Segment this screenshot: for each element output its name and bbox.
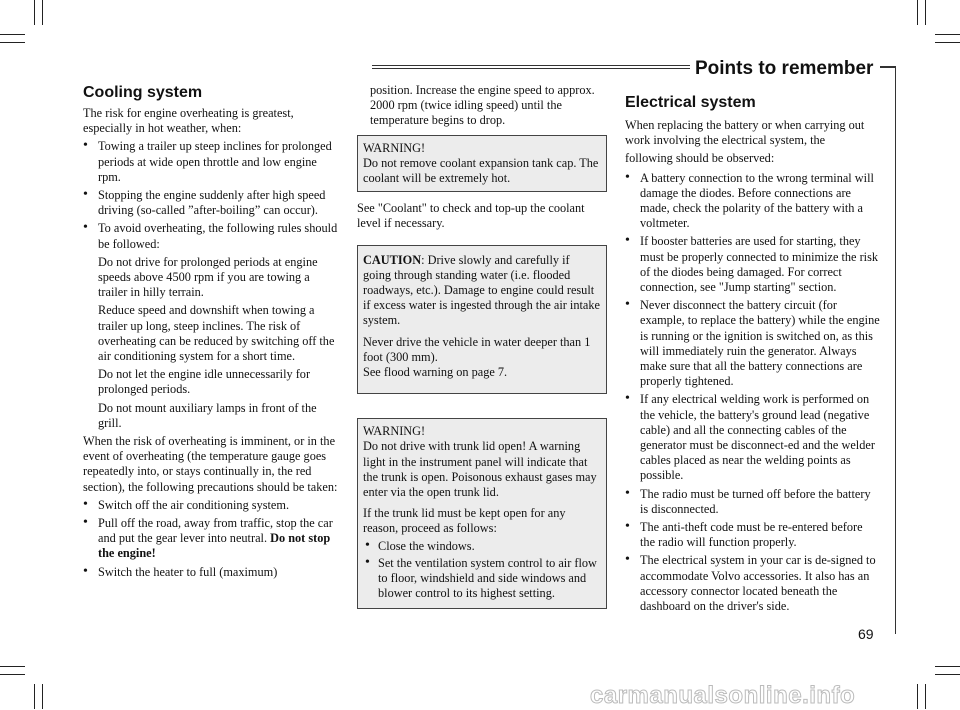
crop-mark (925, 0, 926, 25)
list-item: • To avoid overheating, the following rules should be followed: (83, 221, 338, 251)
electrical-intro-1: When replacing the battery or when carrying out work involving the electrical system, the (625, 118, 865, 148)
warning-text: Do not remove coolant expansion tank cap. The coolant will be extremely hot. (363, 155, 599, 186)
crop-mark (917, 0, 918, 25)
list-item: • If booster batteries are used for starting, they must be properly connected to minimize the risk of the diodes being damaged. For correct connection, see "Jump starting" section. (625, 234, 880, 295)
rule-item: Do not mount auxiliary lamps in front of the grill. (98, 400, 317, 430)
list-item: • The electrical system in your car is de-signed to accommodate Volvo accessories. It also has an accessory connector located beneath the dashboard on the driver's side. (625, 553, 880, 614)
crop-mark (935, 34, 960, 35)
header-rule (372, 65, 690, 69)
crop-mark (34, 684, 35, 709)
electrical-system-column (625, 93, 880, 616)
continuation-text: position. Increase the engine speed to approx. 2000 rpm (twice idling speed) until the temperature begins to drop. (370, 83, 595, 128)
crop-mark (0, 34, 25, 35)
crop-mark (42, 684, 43, 709)
trunk-steps-list (363, 539, 600, 602)
precautions-list (83, 498, 338, 580)
warning-text: Do not drive with trunk lid open! A warning light in the instrument panel will indicate that the trunk is open. Poisonous exhaust gases may enter via the open trunk lid. (363, 439, 597, 500)
crop-mark (935, 674, 960, 675)
warning-text-2: If the trunk lid must be kept open for any reason, proceed as follows: (363, 506, 566, 536)
electrical-system-heading: Electrical system (625, 94, 756, 111)
crop-mark (0, 666, 25, 667)
list-item: • The radio must be turned off before the battery is disconnected. (625, 487, 880, 517)
coolant-note: See "Coolant" to check and top-up the coolant level if necessary. (357, 201, 585, 231)
caution-text: CAUTION: Drive slowly and carefully if going through standing water (i.e. flooded roadways, etc.). Damage to engine could result if excess water is ingested through the air intake system. (363, 252, 600, 328)
caution-label: CAUTION (363, 252, 422, 267)
caution-depth: Never drive the vehicle in water deeper than 1 foot (300 mm). (363, 334, 591, 364)
list-item: • Close the windows. (365, 539, 600, 554)
crop-mark (34, 0, 35, 25)
caution-box (357, 245, 607, 395)
crop-mark (0, 42, 25, 43)
cooling-system-heading: Cooling system (83, 84, 203, 101)
crop-mark (0, 674, 25, 675)
page-title: Points to remember (695, 58, 874, 79)
warning-title: WARNING! (363, 140, 426, 155)
crop-mark (42, 0, 43, 25)
rule-item: Reduce speed and downshift when towing a trailer up long, steep inclines. The risk of overheating can be reduced by switching off the air conditioning system for a short time. (98, 303, 335, 364)
crop-mark (925, 684, 926, 709)
rule-item: Do not let the engine idle unnecessarily for prolonged periods. (98, 367, 311, 397)
coolant-warning-box (357, 135, 607, 193)
warning-title: WARNING! (363, 424, 426, 439)
precaution-intro: When the risk of overheating is imminent, or in the event of overheating (the temperature gauge goes repeatedly into, or stays continually in, the red section), the following precautions should be taken: (83, 434, 338, 494)
cooling-system-column (83, 83, 338, 582)
electrical-list (625, 171, 880, 615)
list-item: • A battery connection to the wrong terminal will damage the diodes. Before connections are made, check the polarity of the battery with a voltmeter. (625, 171, 880, 232)
crop-mark (935, 42, 960, 43)
do-not-stop-engine-emphasis: Do not stop the engine! (98, 531, 331, 561)
crop-mark (917, 684, 918, 709)
rule-item: Do not drive for prolonged periods at engine speeds above 4500 rpm if you are towing a trailer in hilly terrain. (98, 254, 318, 300)
list-item: • Set the ventilation system control to air flow to floor, windshield and side windows and blower control to its highest setting. (365, 556, 600, 602)
list-item: • Pull off the road, away from traffic, stop the car and put the gear lever into neutral. Do not stop the engine! (83, 516, 338, 562)
list-item: • Never disconnect the battery circuit (for example, to replace the battery) while the engine is running or the ignition is switched on, as this will immediately ruin the generator. Always make sure that all the battery connections are properly tightened. (625, 298, 880, 389)
list-item: • If any electrical welding work is performed on the vehicle, the battery's ground lead (negative cable) and all the connecting cables of the generator must be disconnect-ed and the welder cables placed as near the welding points as possible. (625, 392, 880, 483)
list-item: • Switch off the air conditioning system. (83, 498, 338, 513)
watermark: carmanualsonline.info (590, 682, 856, 709)
trunk-warning-box (357, 418, 607, 609)
caution-flood-reference: See flood warning on page 7. (363, 365, 508, 380)
cooling-intro: The risk for engine overheating is greatest, especially in hot weather, when: (83, 106, 294, 136)
warnings-column (357, 83, 607, 609)
crop-mark (935, 666, 960, 667)
header-rule-tail (880, 66, 896, 68)
list-item: • Switch the heater to full (maximum) (83, 565, 338, 580)
electrical-intro-2: following should be observed: (625, 151, 775, 166)
margin-rule (895, 66, 896, 634)
list-item: • The anti-theft code must be re-entered before the radio will function properly. (625, 520, 880, 550)
list-item: • Towing a trailer up steep inclines for prolonged periods at wide open throttle and low engine rpm. (83, 139, 338, 185)
overheating-conditions-list (83, 139, 338, 251)
list-item: • Stopping the engine suddenly after high speed driving (so-called ”after-boiling” can occur). (83, 188, 338, 218)
page-number: 69 (858, 626, 874, 642)
